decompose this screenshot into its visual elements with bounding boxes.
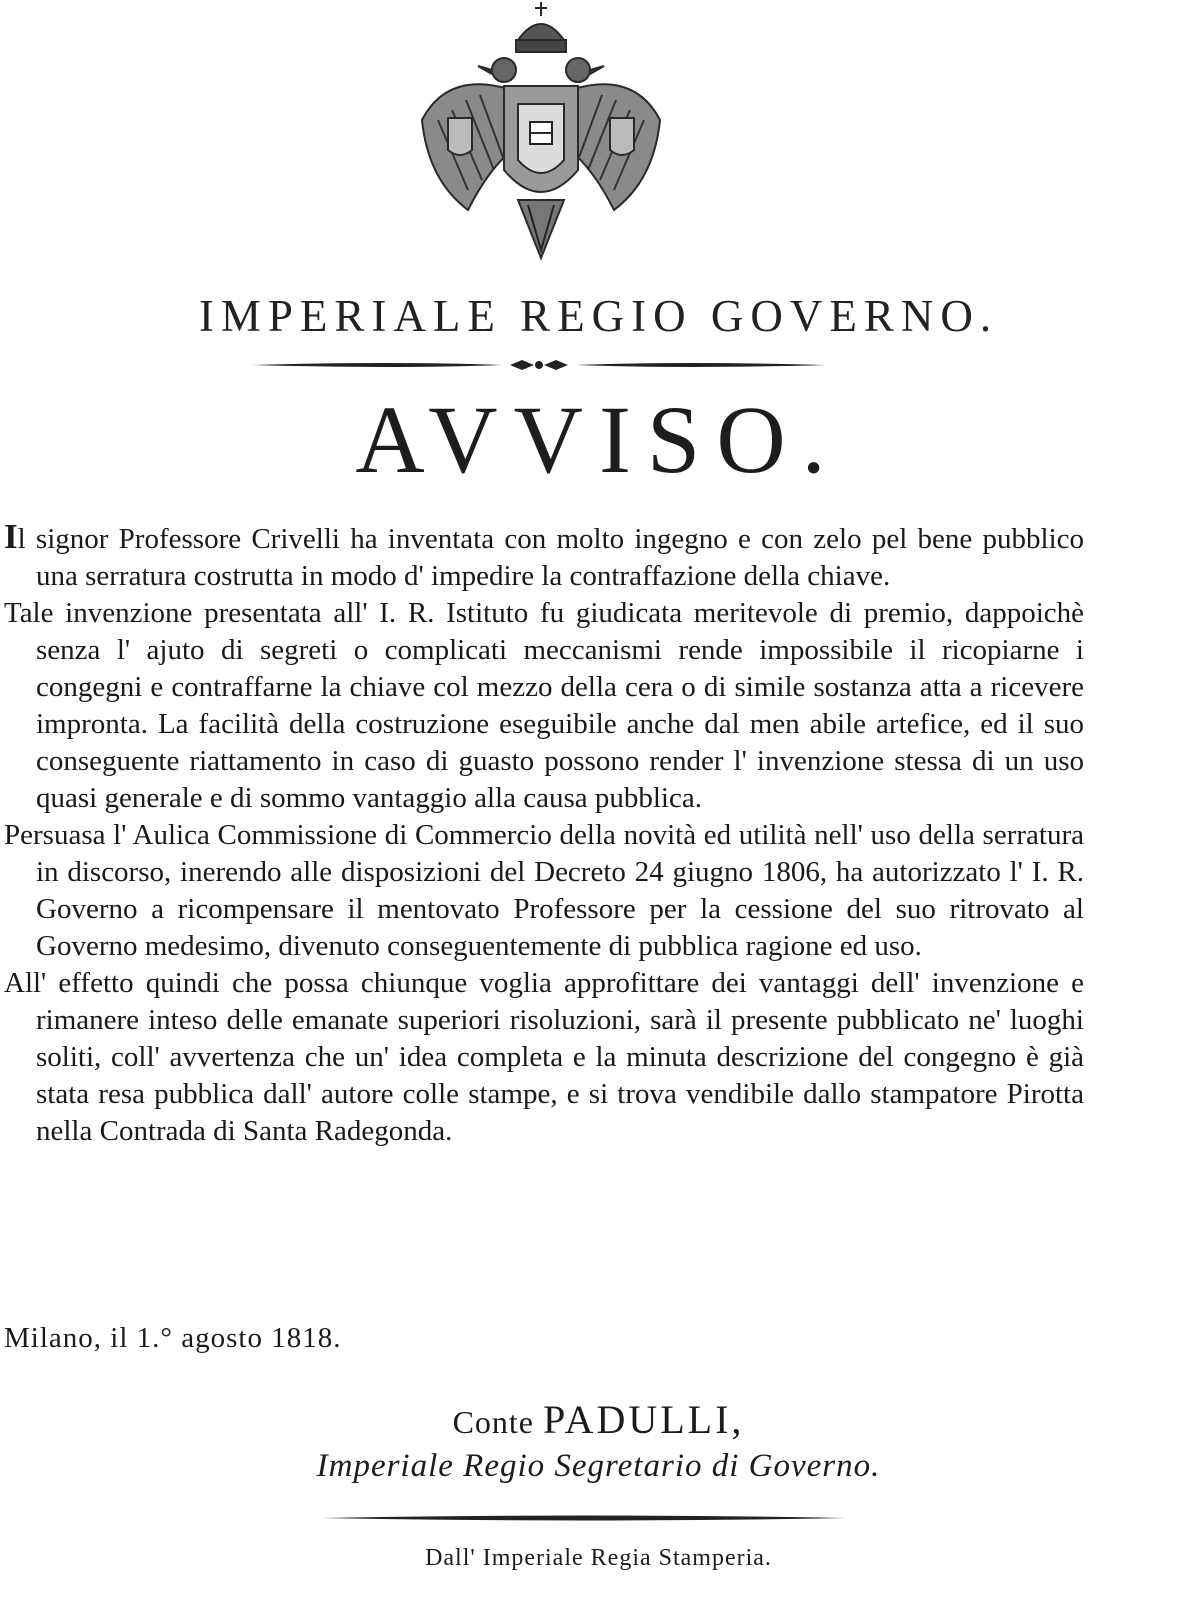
notice-body	[4, 518, 1084, 1150]
signature-prefix: Conte	[452, 1404, 534, 1440]
signatory-title: Imperiale Regio Segretario di Governo.	[316, 1448, 881, 1484]
paragraph-text: l signor Professore Crivelli ha inventata con molto ingegno e con zelo pel bene pubblico una serratura costrutta in modo d' impedire la contraffazione della chiave.	[17, 523, 1084, 592]
double-headed-eagle-crest-icon	[408, 0, 674, 262]
paragraph-3	[4, 817, 1084, 965]
paragraph-1	[4, 518, 1084, 595]
paragraph-4	[4, 965, 1084, 1150]
printer-imprint: Dall' Imperiale Regia Stamperia.	[425, 1545, 772, 1571]
signatory-name: PADULLI,	[543, 1397, 745, 1442]
notice-title: AVVISO.	[355, 386, 842, 493]
dateline: Milano, il 1.° agosto 1818.	[4, 1322, 342, 1354]
issuer-heading: IMPERIALE REGIO GOVERNO.	[198, 291, 999, 341]
footer-rule	[322, 1511, 846, 1525]
paragraph-text: Tale invenzione presentata all' I. R. Istituto fu giudicata meritevole di premio, dappoichè senza l' ajuto di segreti o complicati meccanismi rende impossibile il ricopiarne i congegni e contraffarne la chiave col mezzo della cera o di simile sostanza atta a ricevere impronta. La facilità della costruzione eseguibile anche dal men abile artefice, ed il suo conseguente riattamento in caso di guasto possono render l' invenzione stessa di un uso quasi generale e di sommo vantaggio alla causa pubblica.	[4, 597, 1084, 814]
paragraph-text: Persuasa l' Aulica Commissione di Commercio della novità ed utilità nell' uso della serratura in discorso, inerendo alle disposizioni del Decreto 24 giugno 1806, ha autorizzato l' I. R. Governo a ricompensare il mentovato Professore per la cessione del suo ritrovato al Governo medesimo, divenuto conseguentemente di pubblica ragione ed uso.	[4, 819, 1084, 962]
ornamental-rule	[252, 353, 826, 377]
signature-line	[0, 1396, 1197, 1443]
drop-cap: I	[4, 517, 18, 556]
paragraph-text: All' effetto quindi che possa chiunque voglia approfittare dei vantaggi dell' invenzione e rimanere inteso delle emanate superiori risoluzioni, sarà il presente pubblicato ne' luoghi soliti, coll' avvertenza che un' idea completa e la minuta descrizione del congegno è già stata resa pubblica dall' autore colle stampe, e si trova vendibile dallo stampatore Pirotta nella Contrada di Santa Radegonda.	[4, 967, 1084, 1147]
paragraph-2	[4, 595, 1084, 817]
